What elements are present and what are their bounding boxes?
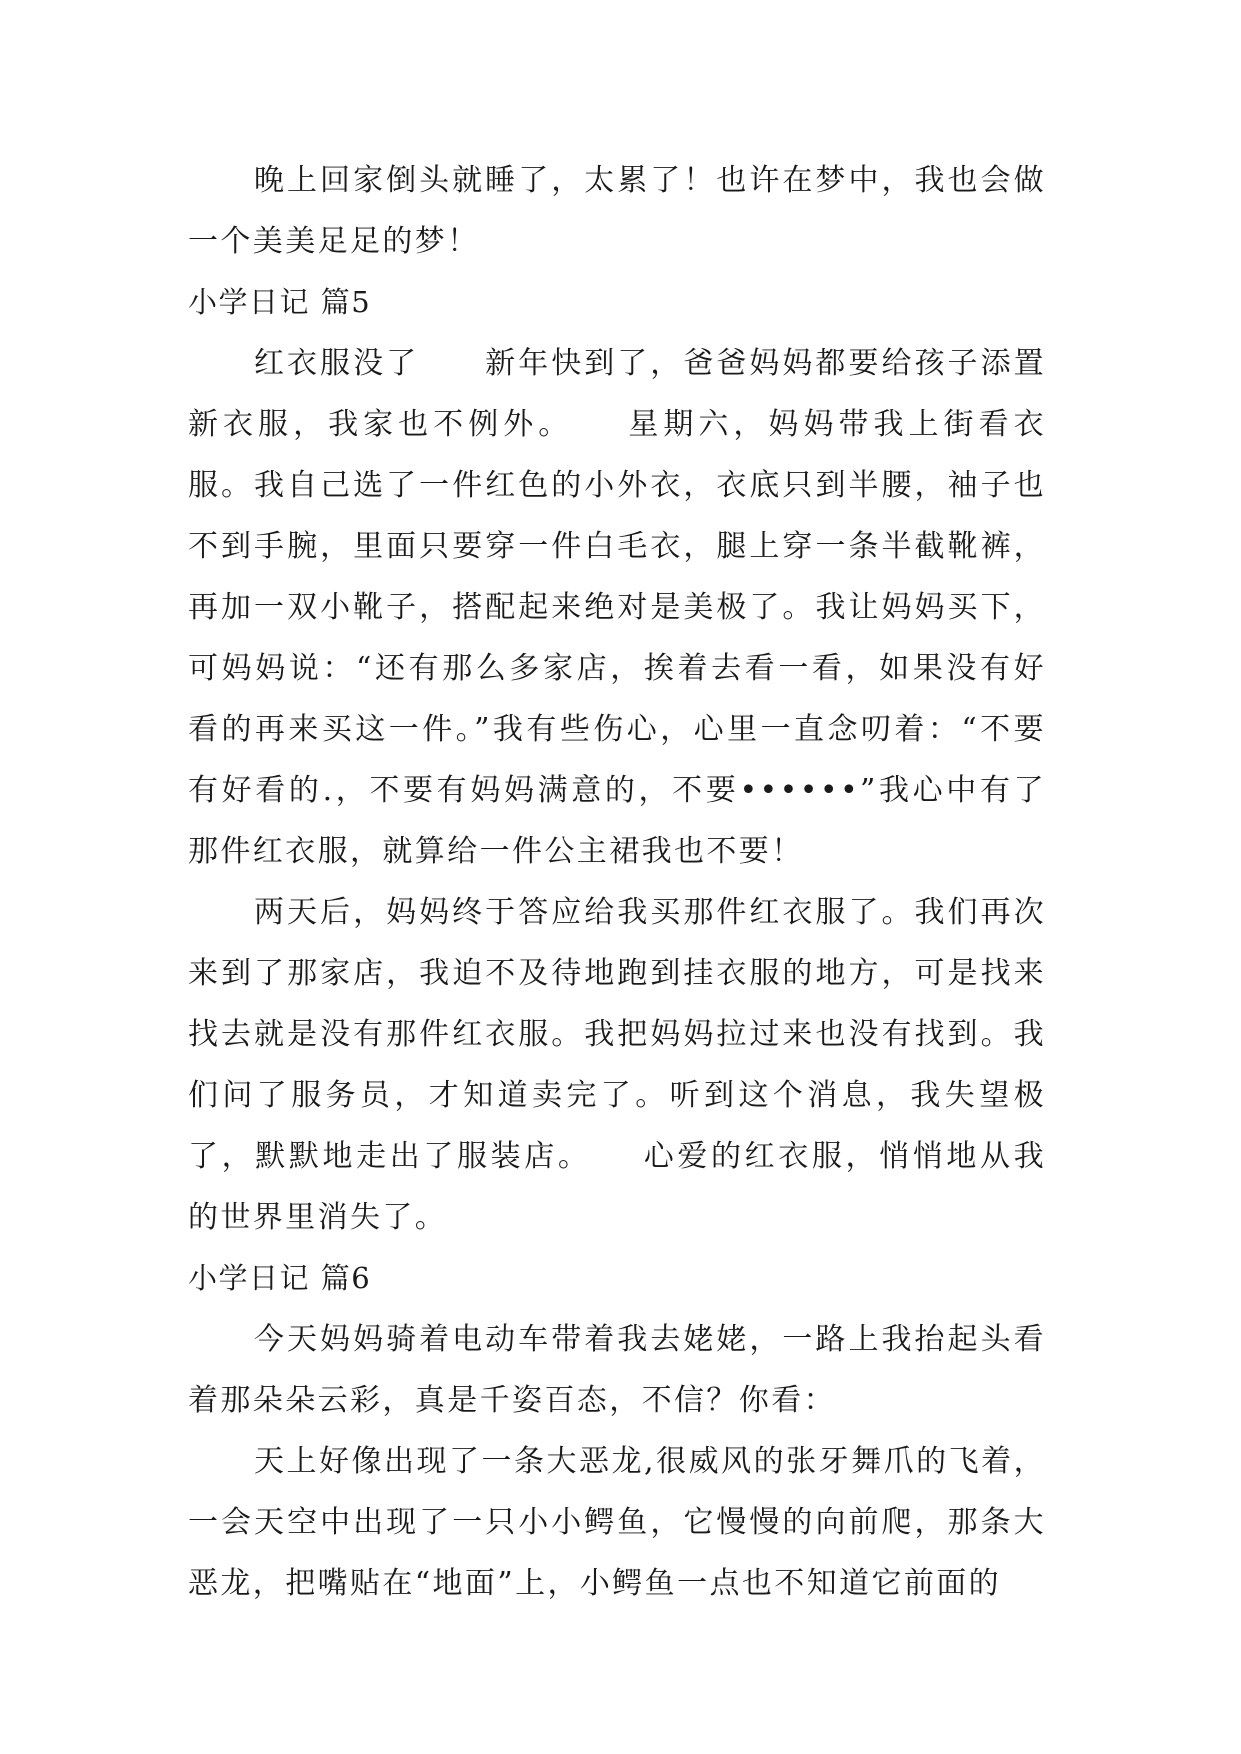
- document-page: [188, 150, 1046, 1614]
- paragraph-clouds-intro: 今天妈妈骑着电动车带着我去姥姥，一路上我抬起头看着那朵朵云彩，真是千姿百态，不信？你看：: [188, 1322, 1046, 1418]
- paragraph-two-days-later: 两天后，妈妈终于答应给我买那件红衣服了。我们再次来到了那家店，我迫不及待地跑到挂衣服的地方，可是找来找去就是没有那件红衣服。我把妈妈拉过来也没有找到。我们问了服务员，才知道卖完了。听到这个消息，我失望极了，默默地走出了服装店。 心爱的红衣服，悄悄地从我的世界里消失了。: [188, 895, 1046, 1235]
- paragraph-dragon: 天上好像出现了一条大恶龙,很威风的张牙舞爪的飞着，一会天空中出现了一只小小鳄鱼，它慢慢的向前爬，那条大恶龙，把嘴贴在“地面”上，小鳄鱼一点也不知道它前面的: [188, 1444, 1046, 1601]
- section-heading-6: 小学日记 篇6: [188, 1261, 372, 1295]
- paragraph-red-clothes: 红衣服没了 新年快到了，爸爸妈妈都要给孩子添置新衣服，我家也不例外。 星期六，妈妈带我上街看衣服。我自己选了一件红色的小外衣，衣底只到半腰，袖子也不到手腕，里面只要穿一件白毛衣，腿上穿一条半截靴裤，再加一双小靴子，搭配起来绝对是美极了。我让妈妈买下，可妈妈说：“还有那么多家店，挨着去看一看，如果没有好看的再来买这一件。”我有些伤心，心里一直念叨着：“不要有好看的.，不要有妈妈满意的，不要••••••”我心中有了那件红衣服，就算给一件公主裙我也不要！: [188, 346, 1046, 869]
- paragraph-dream: 晚上回家倒头就睡了，太累了！也许在梦中，我也会做一个美美足足的梦！: [188, 163, 1046, 259]
- section-heading-5: 小学日记 篇5: [188, 285, 372, 319]
